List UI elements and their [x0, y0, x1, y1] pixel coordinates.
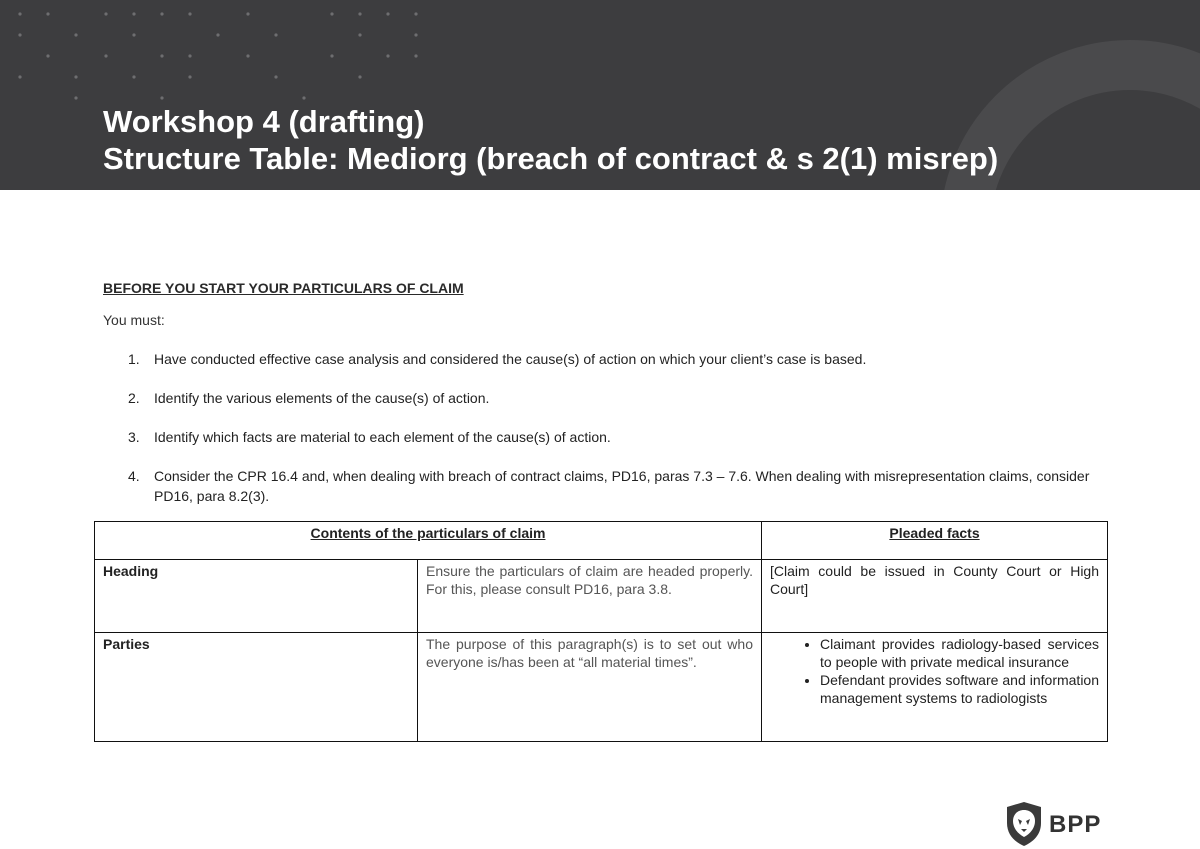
list-item [103, 427, 1103, 447]
lion-shield-icon [1004, 801, 1044, 847]
list-item-text: Identify the various elements of the cause(s) of action. [154, 390, 490, 406]
row-guidance: Ensure the particulars of claim are headed properly. For this, please consult PD16, para 3.8. [418, 560, 762, 633]
header-contents: Contents of the particulars of claim [95, 522, 762, 560]
list-item [103, 388, 1103, 408]
row-label: Parties [95, 633, 418, 742]
intro-text: You must: [103, 312, 165, 328]
list-item [103, 349, 1103, 369]
table-row [95, 633, 1108, 742]
header-banner [0, 0, 1200, 190]
row-pleaded-facts [762, 633, 1108, 742]
bpp-logo [1004, 801, 1104, 849]
title-line-2: Structure Table: Mediorg (breach of contract & s 2(1) misrep) [103, 141, 999, 176]
structure-table [94, 521, 1108, 742]
row-pleaded-facts: [Claim could be issued in County Court or High Court] [762, 560, 1108, 633]
facts-bullet-list [770, 635, 1099, 707]
page-title [103, 103, 998, 177]
table-row [95, 560, 1108, 633]
logo-text: BPP [1049, 811, 1102, 838]
list-item-text: Have conducted effective case analysis and considered the cause(s) of action on which your client’s case is based. [154, 351, 867, 367]
list-item-text: Identify which facts are material to each element of the cause(s) of action. [154, 429, 611, 445]
row-label: Heading [95, 560, 418, 633]
list-item: • Claimant provides radiology-based services to people with private medical insurance [820, 635, 1099, 671]
list-item-number: 3. [128, 429, 140, 445]
header-pleaded-facts: Pleaded facts [762, 522, 1108, 560]
list-item-number: 2. [128, 390, 140, 406]
row-guidance: The purpose of this paragraph(s) is to set out who everyone is/has been at “all material times”. [418, 633, 762, 742]
title-line-1: Workshop 4 (drafting) [103, 104, 425, 139]
table-header-row [95, 522, 1108, 560]
list-item-number: 4. [128, 468, 140, 484]
list-item: • Defendant provides software and information management systems to radiologists [820, 671, 1099, 707]
list-item-text: Consider the CPR 16.4 and, when dealing with breach of contract claims, PD16, paras 7.3 – 7.6. When dealing with misrepresentation claims, consider PD16, para 8.2(3). [154, 468, 1090, 504]
list-item-number: 1. [128, 351, 140, 367]
list-item [103, 466, 1103, 506]
section-heading: BEFORE YOU START YOUR PARTICULARS OF CLAIM [103, 280, 464, 296]
steps-list [103, 349, 1103, 525]
